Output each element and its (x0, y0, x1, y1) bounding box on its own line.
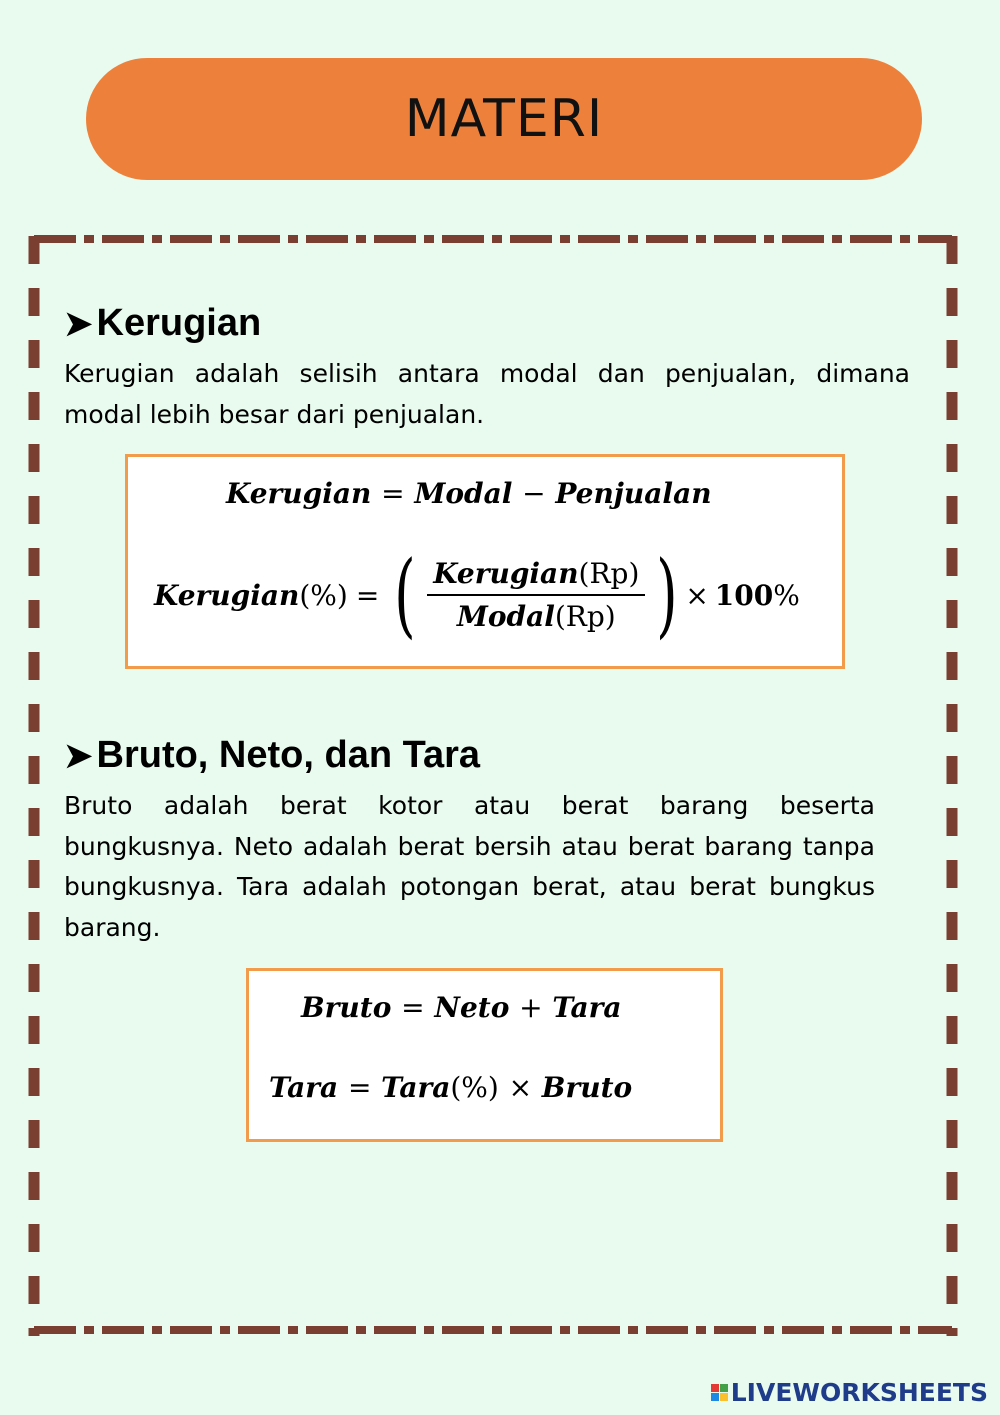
formula-box-bruto (246, 968, 723, 1142)
liveworksheets-icon (711, 1384, 728, 1401)
brand-label: LIVEWORKSHEETS (730, 1378, 988, 1407)
formula-bruto-2: Tara = Tara(%) × Bruto (269, 1071, 633, 1104)
section-heading-label: Kerugian (96, 302, 262, 344)
section-heading-kerugian (64, 302, 261, 345)
formula-box-kerugian (125, 454, 845, 669)
fraction: $\frac{\text{Kerugian(Rp)}}{\text{Modal(Rp)}}$ (427, 557, 645, 633)
formula-kerugian-2: Kerugian (%) = ( $\frac{\text{Kerugian(Rp)}}{\text{Modal(Rp)}}$ ) × 100 % (154, 541, 800, 648)
arrowhead-icon: ➤ (64, 736, 93, 775)
formula-kerugian-1: Kerugian = Modal − Penjualan (226, 477, 712, 510)
paragraph-bruto-neto-tara: Bruto adalah berat kotor atau berat barang beserta bungkusnya. Neto adalah berat bersih atau berat barang tanpa bungkusnya. Tara adalah potongan berat, atau berat bungkus barang. (64, 791, 875, 942)
liveworksheets-logo (711, 1378, 988, 1407)
title-banner (86, 58, 922, 180)
page-title: MATERI (404, 89, 604, 149)
section-heading-label: Bruto, Neto, dan Tara (96, 734, 481, 776)
section-heading-bruto-neto-tara (64, 734, 480, 777)
formula-bruto-1: Bruto = Neto + Tara (301, 991, 622, 1024)
arrowhead-icon: ➤ (64, 304, 93, 343)
paragraph-kerugian: Kerugian adalah selisih antara modal dan penjualan, dimana modal lebih besar dari penjualan. (64, 359, 910, 429)
